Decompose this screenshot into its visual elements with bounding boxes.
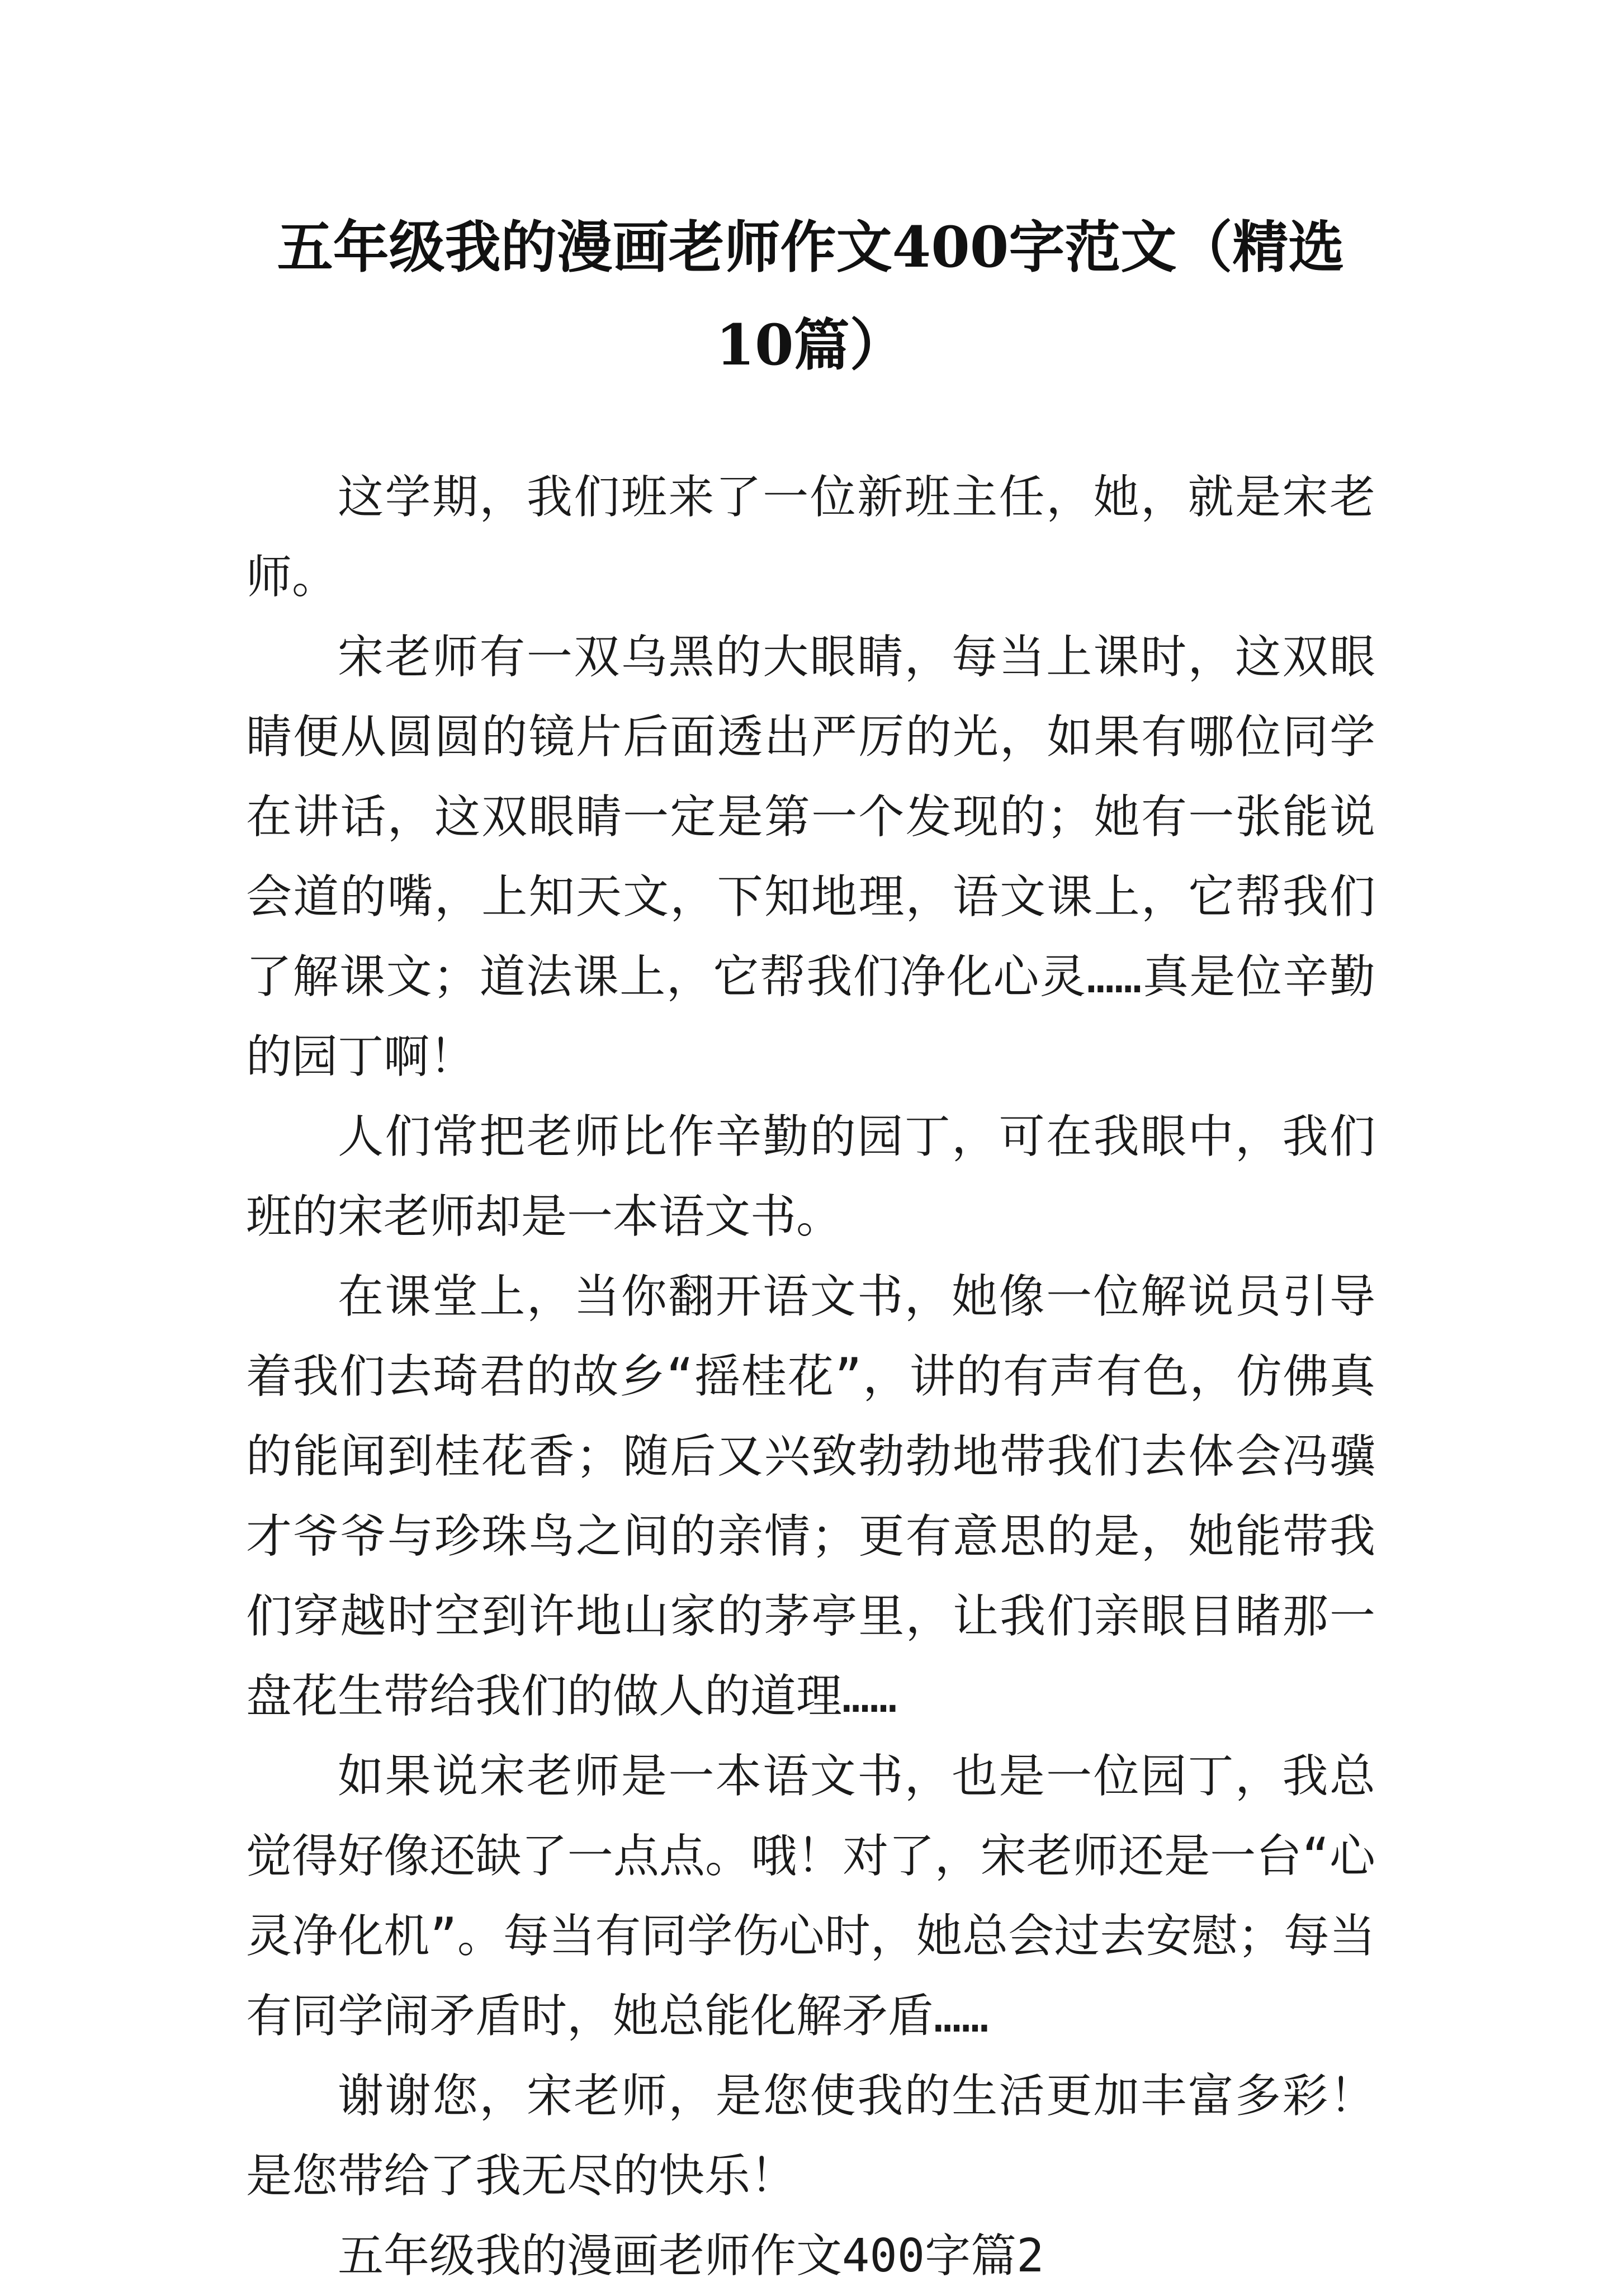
paragraph: 这学期，我们班来了一位新班主任，她，就是宋老师。 bbox=[246, 471, 1375, 604]
paragraph: 人们常把老师比作辛勤的园丁，可在我眼中，我们班的宋老师却是一本语文书。 bbox=[246, 1110, 1375, 1243]
section-heading: 五年级我的漫画老师作文400字篇2 bbox=[338, 2229, 1044, 2283]
paragraph: 在课堂上，当你翻开语文书，她像一位解说员引导着我们去琦君的故乡“摇桂花”，讲的有声有色，仿佛真的能闻到桂花香；随后又兴致勃勃地带我们去体会冯骥才爷爷与珍珠鸟之间的亲情；更有意思的是，她能带我们穿越时空到许地山家的茅亭里，让我们亲眼目睹那一盘花生带给我们的做人的道理…… bbox=[246, 1270, 1375, 1723]
paragraph: 谢谢您，宋老师，是您使我的生活更加丰富多彩！是您带给了我无尽的快乐！ bbox=[246, 2070, 1375, 2203]
document-body bbox=[246, 457, 1375, 2296]
paragraph: 宋老师有一双乌黑的大眼睛，每当上课时，这双眼睛便从圆圆的镜片后面透出严厉的光，如果有哪位同学在讲话，这双眼睛一定是第一个发现的；她有一张能说会道的嘴，上知天文，下知地理，语文课上，它帮我们了解课文；道法课上，它帮我们净化心灵……真是位辛勤的园丁啊！ bbox=[246, 631, 1375, 1083]
document-title: 五年级我的漫画老师作文400字范文（精选10篇） bbox=[277, 214, 1345, 378]
paragraph: 如果说宋老师是一本语文书，也是一位园丁，我总觉得好像还缺了一点点。哦！对了，宋老师还是一台“心灵净化机”。每当有同学伤心时，她总会过去安慰；每当有同学闹矛盾时，她总能化解矛盾…… bbox=[246, 1750, 1375, 2043]
